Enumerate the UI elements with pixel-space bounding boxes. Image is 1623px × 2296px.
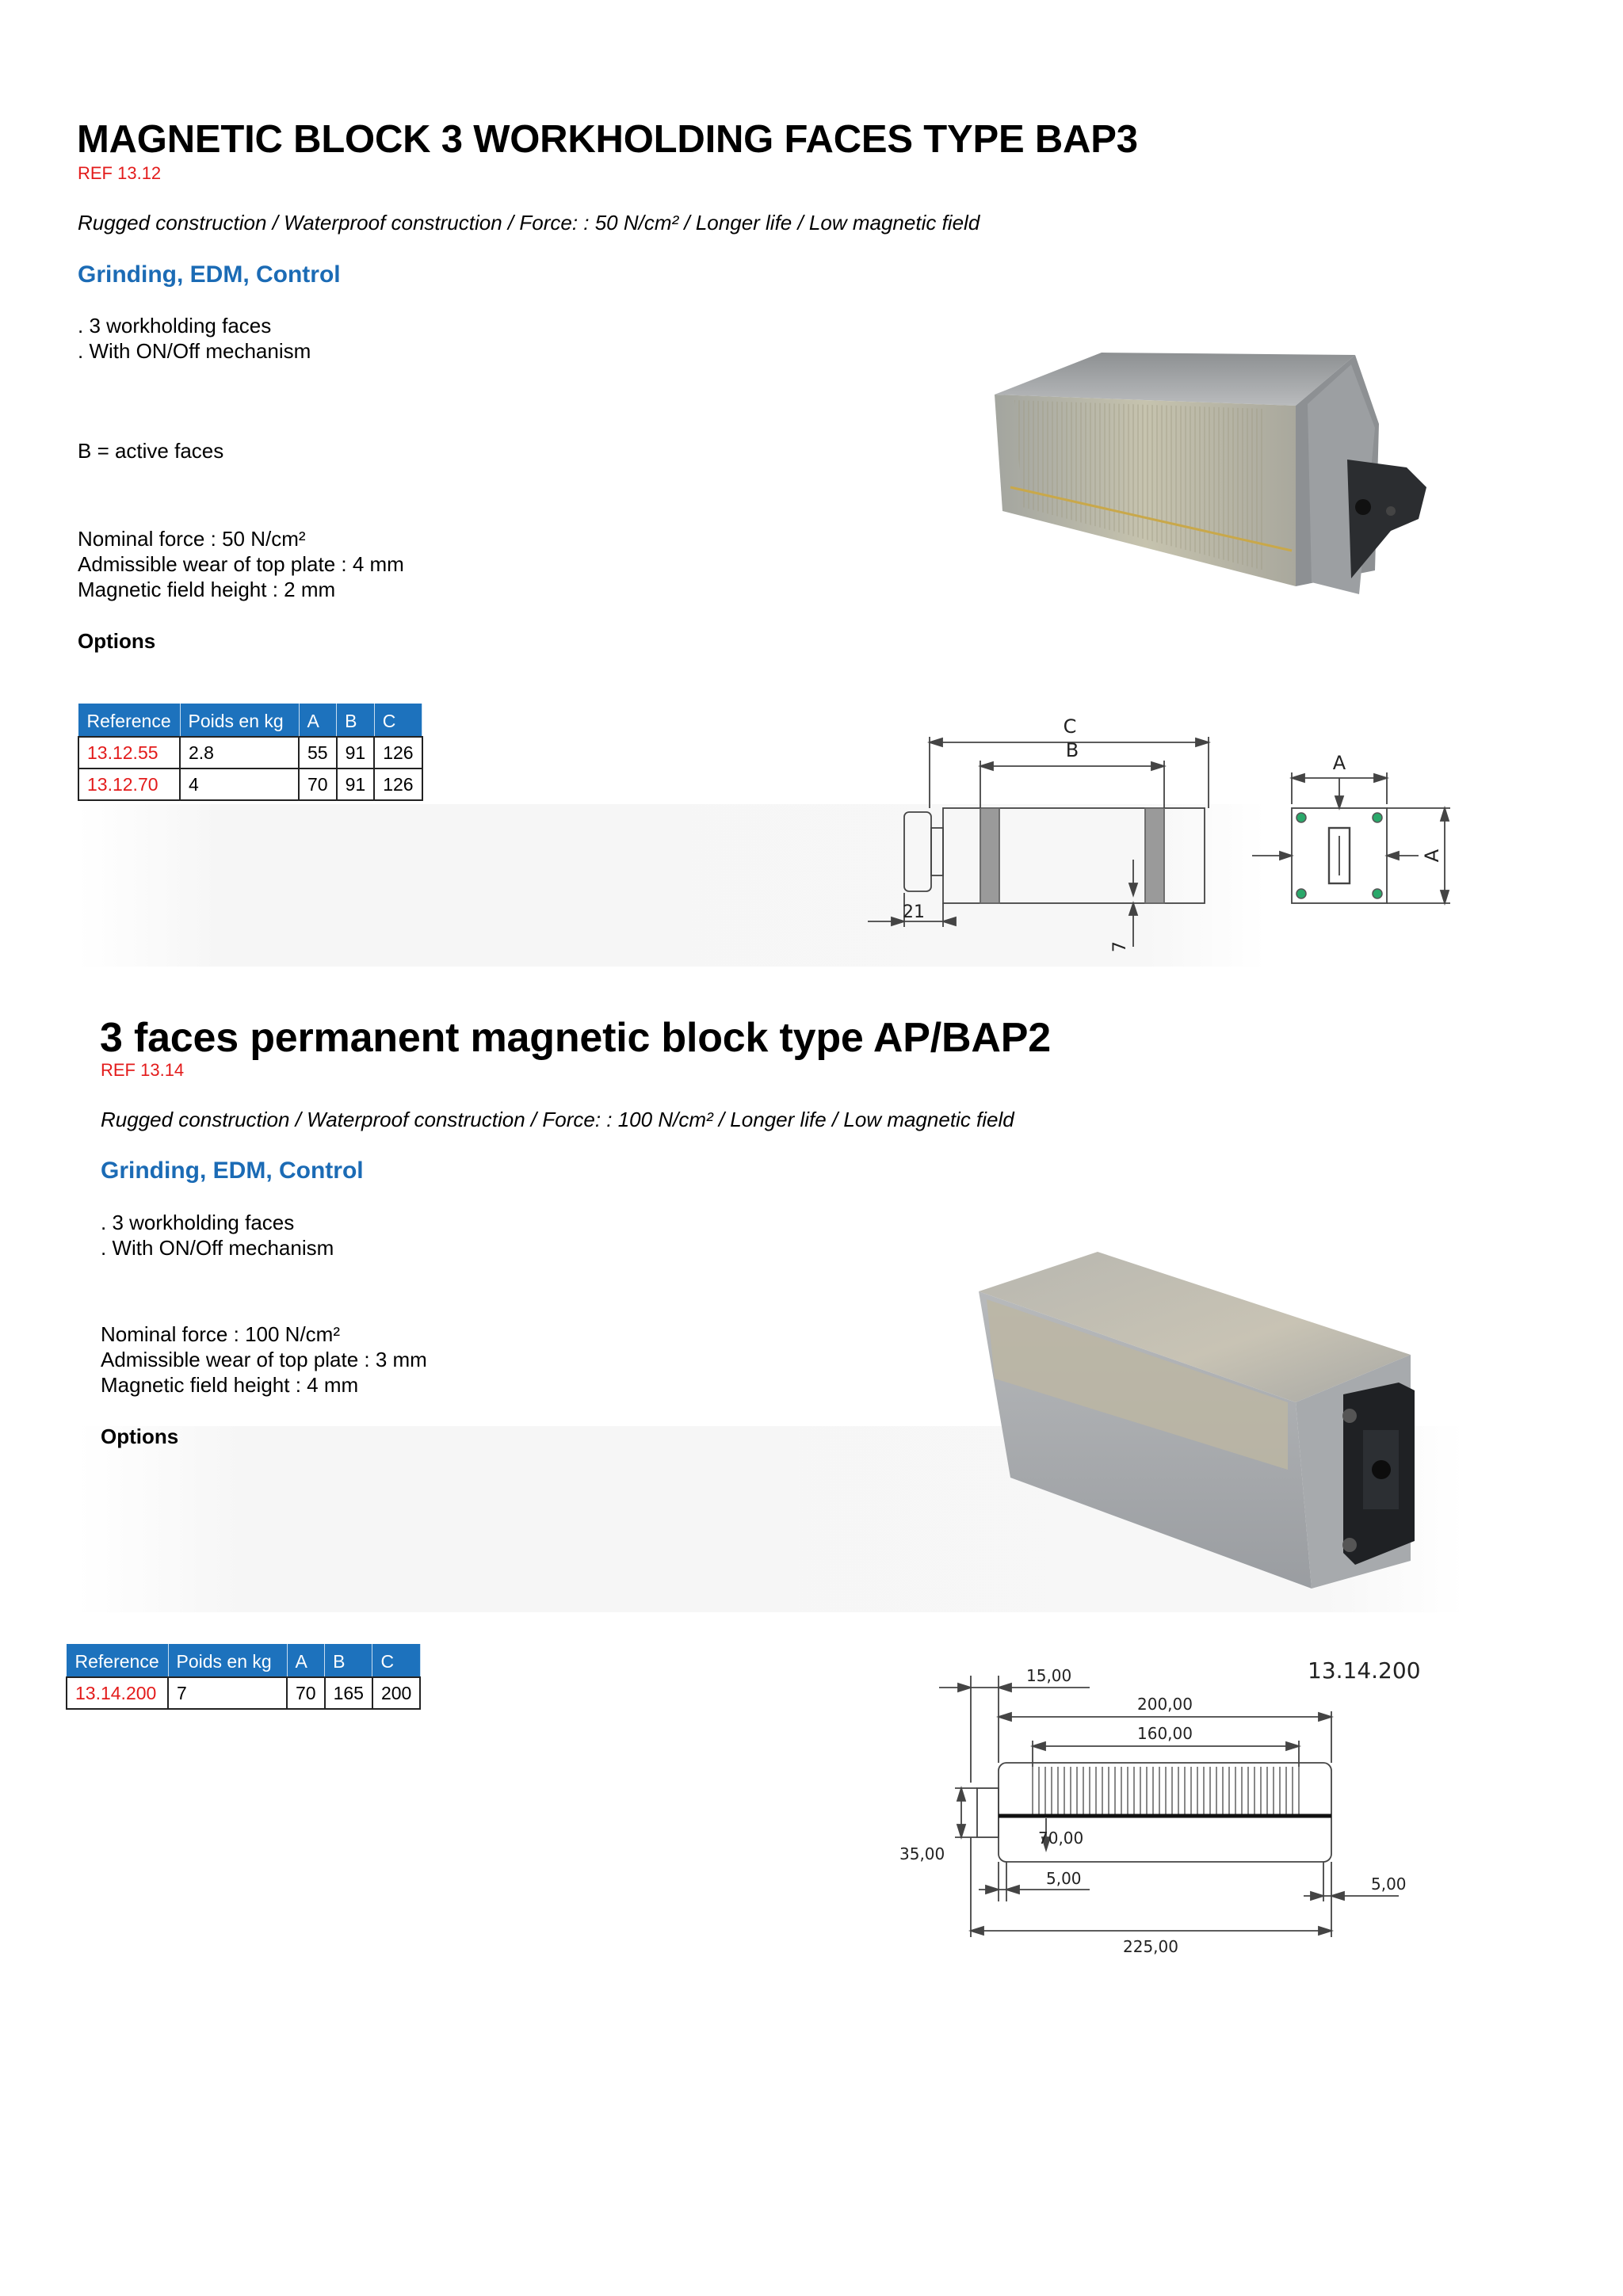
- cell-reference: 13.12.70: [78, 769, 180, 800]
- col-reference: Reference: [78, 704, 180, 738]
- drawing-label-b: B: [1065, 739, 1079, 761]
- col-weight: Poids en kg: [168, 1645, 287, 1678]
- spec-line: Nominal force : 100 N/cm²: [101, 1322, 340, 1346]
- cell-a: 55: [299, 737, 337, 769]
- drawing-dim-225: 225,00: [1123, 1937, 1178, 1956]
- section2-specs: [101, 1322, 427, 1398]
- spec-line: Magnetic field height : 4 mm: [101, 1373, 359, 1397]
- section2-ref: REF 13.14: [101, 1060, 185, 1080]
- table-header-row: [78, 704, 422, 738]
- col-a: A: [299, 704, 337, 738]
- section1-tagline: Rugged construction / Waterproof construction / Force: : 50 N/cm² / Longer life / Low magnetic field: [78, 211, 980, 235]
- cell-reference: 13.14.200: [67, 1677, 168, 1709]
- cell-c: 200: [372, 1677, 420, 1709]
- cell-a: 70: [287, 1677, 325, 1709]
- drawing-label-c: C: [1063, 717, 1077, 738]
- drawing-label-a-side: A: [1421, 849, 1443, 863]
- drawing-dim-5-right: 5,00: [1371, 1875, 1407, 1894]
- section1-note: B = active faces: [78, 439, 224, 463]
- spec-line: Admissible wear of top plate : 3 mm: [101, 1348, 427, 1371]
- col-weight: Poids en kg: [180, 704, 299, 738]
- col-b: B: [325, 1645, 372, 1678]
- section2-tagline: Rugged construction / Waterproof construction / Force: : 100 N/cm² / Longer life / Low magnetic field: [101, 1108, 1014, 1131]
- section1-features: [78, 313, 311, 364]
- spec-line: Nominal force : 50 N/cm²: [78, 527, 306, 551]
- col-c: C: [374, 704, 422, 738]
- drawing-dim-7: 7: [1110, 941, 1130, 952]
- cell-c: 126: [374, 737, 422, 769]
- cell-b: 91: [337, 737, 375, 769]
- spec-line: Admissible wear of top plate : 4 mm: [78, 552, 404, 576]
- drawing-dim-35: 35,00: [899, 1844, 945, 1863]
- drawing-dim-15: 15,00: [1026, 1666, 1072, 1685]
- section1-options-label: Options: [78, 629, 156, 653]
- cell-weight: 7: [168, 1677, 287, 1709]
- cell-b: 91: [337, 769, 375, 800]
- section1-ref: REF 13.12: [78, 163, 162, 183]
- drawing-dim-200: 200,00: [1137, 1695, 1193, 1714]
- drawing-part-number: 13.14.200: [1308, 1657, 1421, 1684]
- section1-specs: [78, 526, 404, 602]
- drawing-label-a-top: A: [1332, 752, 1346, 774]
- cell-c: 126: [374, 769, 422, 800]
- spec-line: Magnetic field height : 2 mm: [78, 578, 336, 601]
- bap3-technical-drawing: [860, 717, 1462, 963]
- section1-title: MAGNETIC BLOCK 3 WORKHOLDING FACES TYPE BAP3: [77, 118, 1138, 161]
- cell-reference: 13.12.55: [78, 737, 180, 769]
- section2-title: 3 faces permanent magnetic block type AP/BAP2: [100, 1015, 1051, 1061]
- feature-item: . With ON/Off mechanism: [78, 339, 311, 363]
- drawing-dim-21: 21: [903, 902, 925, 922]
- cell-weight: 2.8: [180, 737, 299, 769]
- col-b: B: [337, 704, 375, 738]
- bap3-product-photo: [979, 341, 1454, 634]
- col-a: A: [287, 1645, 325, 1678]
- bap2-product-photo: [971, 1240, 1470, 1604]
- drawing-dim-70: 70,00: [1038, 1829, 1084, 1848]
- section2-table: [66, 1644, 421, 1710]
- feature-item: . 3 workholding faces: [101, 1211, 295, 1234]
- bap2-technical-drawing: [892, 1652, 1446, 1985]
- section2-subtitle: Grinding, EDM, Control: [101, 1158, 364, 1184]
- table-row: [67, 1677, 420, 1709]
- section1-table: [78, 704, 423, 801]
- section2-options-label: Options: [101, 1425, 179, 1448]
- drawing-dim-160: 160,00: [1137, 1724, 1193, 1743]
- cell-b: 165: [325, 1677, 372, 1709]
- table-header-row: [67, 1645, 420, 1678]
- feature-item: . With ON/Off mechanism: [101, 1236, 334, 1260]
- cell-a: 70: [299, 769, 337, 800]
- section2-features: [101, 1210, 334, 1261]
- section1-subtitle: Grinding, EDM, Control: [78, 261, 341, 288]
- feature-item: . 3 workholding faces: [78, 314, 272, 338]
- col-reference: Reference: [67, 1645, 168, 1678]
- table-row: [78, 737, 422, 769]
- col-c: C: [372, 1645, 420, 1678]
- cell-weight: 4: [180, 769, 299, 800]
- drawing-dim-5-left: 5,00: [1046, 1869, 1082, 1888]
- table-row: [78, 769, 422, 800]
